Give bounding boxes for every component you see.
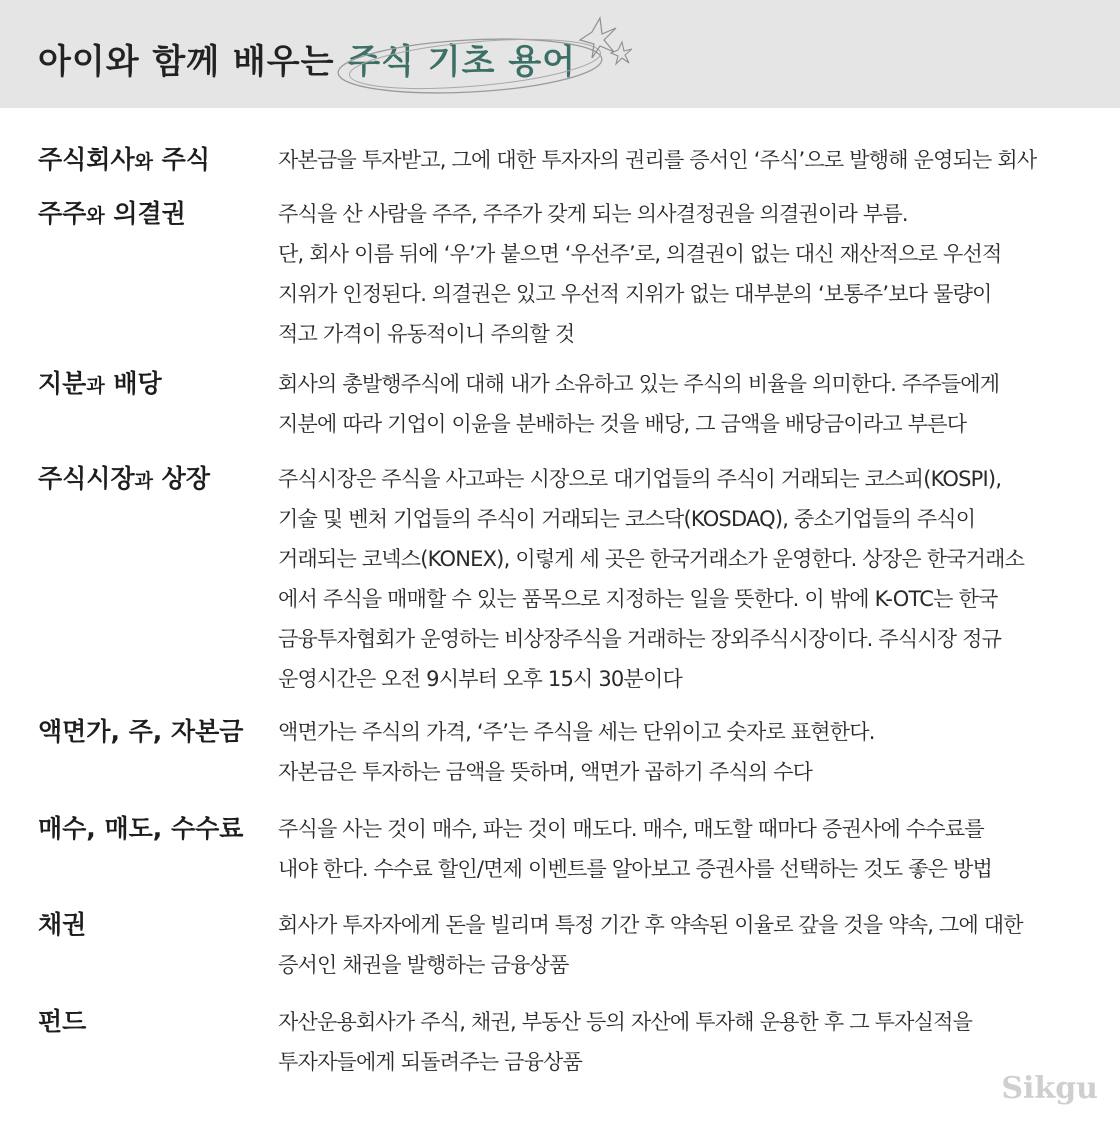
term-label (38, 1002, 86, 1042)
definition-line: 에서 주식을 매매할 수 있는 품목으로 지정하는 일을 뜻한다. 이 밖에 K-OTC는 한국 (278, 587, 998, 611)
definition-line: 주식시장은 주식을 사고파는 시장으로 대기업들의 주식이 거래되는 코스피(KOSPI), (278, 467, 1002, 491)
definition-line: 적고 가격이 유동적이니 주의할 것 (278, 322, 575, 346)
title-highlight: 주식 기초 용어 (347, 42, 577, 82)
definition-line: 지분에 따라 기업이 이윤을 분배하는 것을 배당, 그 금액을 배당금이라고 부른다 (278, 412, 967, 436)
term-label (38, 459, 210, 501)
term-part: 매수, 매도, 수수료 (38, 814, 244, 843)
definition-line: 기술 및 벤처 기업들의 주식이 거래되는 코스닥(KOSDAQ), 중소기업들의 주식이 (278, 507, 976, 531)
term-label (38, 905, 86, 945)
definition-line: 주식을 사는 것이 매수, 파는 것이 매도다. 매수, 매도할 때마다 증권사에 수수료를 (278, 817, 984, 841)
term-part: 의결권 (104, 199, 186, 228)
definition-line: 내야 한다. 수수료 할인/면제 이벤트를 알아보고 증권사를 선택하는 것도 좋은 방법 (278, 857, 992, 881)
term-label (38, 712, 243, 752)
term-conjunction: 와 (134, 151, 153, 173)
definition-line: 투자자들에게 되돌려주는 금융상품 (278, 1050, 583, 1074)
term-label (38, 364, 162, 406)
definition-line: 증서인 채권을 발행하는 금융상품 (278, 953, 569, 977)
term-definition (278, 459, 1098, 699)
term-part: 주식회사 (38, 145, 135, 174)
term-part: 지분 (38, 369, 87, 398)
definition-line: 주식을 산 사람을 주주, 주주가 갖게 되는 의사결정권을 의결권이라 부름. (278, 202, 908, 226)
title-prefix: 아이와 함께 배우는 (38, 42, 348, 82)
definition-line: 자본금을 투자받고, 그에 대한 투자자의 권리를 증서인 ‘주식’으로 발행해 운영되는 회사 (278, 148, 1037, 172)
term-label (38, 194, 186, 236)
header-bar (0, 0, 1120, 108)
page-title (38, 34, 576, 83)
definition-line: 자본금은 투자하는 금액을 뜻하며, 액면가 곱하기 주식의 수다 (278, 760, 813, 784)
term-part: 상장 (152, 464, 210, 493)
watermark-logo: Sikgu (1001, 1071, 1098, 1106)
term-part: 채권 (38, 910, 87, 939)
definition-line: 자산운용회사가 주식, 채권, 부동산 등의 자산에 투자해 운용한 후 그 투자실적을 (278, 1010, 973, 1034)
term-definition (278, 194, 1098, 354)
term-part: 주주 (38, 199, 87, 228)
term-label (38, 809, 243, 849)
definition-line: 거래되는 코넥스(KONEX), 이렇게 세 곳은 한국거래소가 운영한다. 상장은 한국거래소 (278, 547, 1025, 571)
term-conjunction: 과 (86, 375, 105, 397)
term-part: 배당 (104, 369, 162, 398)
definition-line: 금융투자협회가 운영하는 비상장주식을 거래하는 장외주식시장이다. 주식시장 정규 (278, 627, 1002, 651)
definition-line: 회사가 투자자에게 돈을 빌리며 특정 기간 후 약속된 이율로 갚을 것을 약속, 그에 대한 (278, 913, 1023, 937)
definition-line: 단, 회사 이름 뒤에 ‘우’가 붙으면 ‘우선주’로, 의결권이 없는 대신 재산적으로 우선적 (278, 242, 1002, 266)
term-definition (278, 140, 1098, 180)
term-definition (278, 1002, 1098, 1082)
term-definition (278, 364, 1098, 444)
term-part: 주식시장 (38, 464, 135, 493)
term-part: 주식 (152, 145, 210, 174)
term-conjunction: 와 (86, 205, 105, 227)
term-definition (278, 712, 1098, 792)
term-definition (278, 809, 1098, 889)
definition-line: 회사의 총발행주식에 대해 내가 소유하고 있는 주식의 비율을 의미한다. 주주들에게 (278, 372, 1000, 396)
term-definition (278, 905, 1098, 985)
term-part: 펀드 (38, 1007, 87, 1036)
term-label (38, 140, 210, 182)
definition-line: 운영시간은 오전 9시부터 오후 15시 30분이다 (278, 667, 682, 691)
definition-line: 지위가 인정된다. 의결권은 있고 우선적 지위가 없는 대부분의 ‘보통주’보다 물량이 (278, 282, 992, 306)
term-part: 액면가, 주, 자본금 (38, 717, 244, 746)
term-conjunction: 과 (134, 470, 153, 492)
definition-line: 액면가는 주식의 가격, ‘주’는 주식을 세는 단위이고 숫자로 표현한다. (278, 720, 875, 744)
